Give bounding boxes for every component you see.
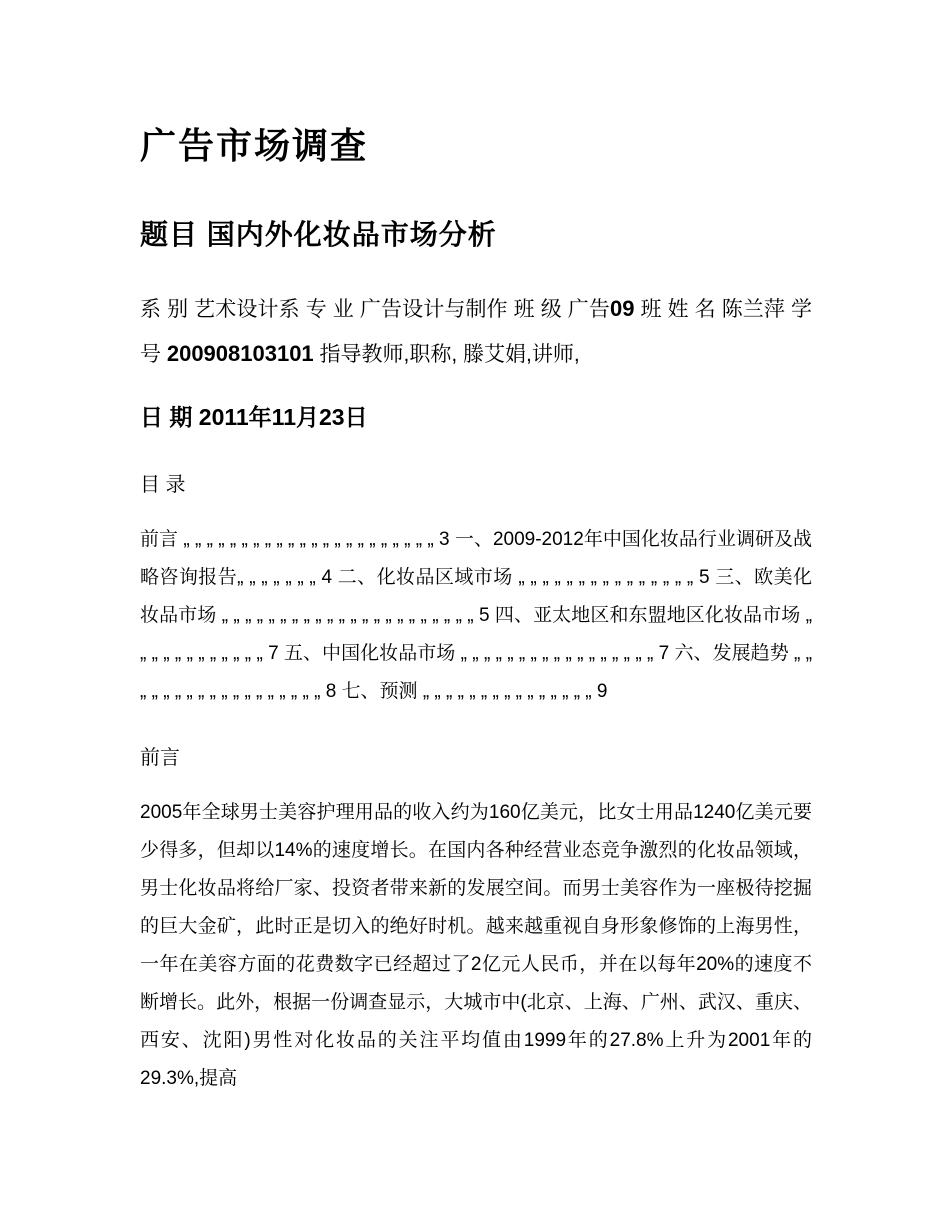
toc-leader: „ „ „ „ „ „ „ „ „ „ „ „ „ „ „ „ „ [460, 643, 654, 664]
toc-leader: „ „ „ „ „ „ „ „ „ „ „ „ „ „ „ „ „ „ „ „ „ „ [221, 605, 474, 626]
toc-page-number: 7 [653, 643, 675, 664]
toc-entry-label: 三、欧美化妆品市场 [140, 567, 813, 626]
toc-entry-label: 五、中国化妆品市场 [283, 643, 461, 664]
toc-leader: „ „ „ „ „ „ „ „ „ „ „ „ „ „ „ „ „ „ „ „ „ „ [183, 529, 434, 550]
subject-line: 题目 国内外化妆品市场分析 [140, 219, 497, 250]
toc-entry [284, 643, 675, 664]
toc-entry-label: 七、预测 [341, 681, 423, 702]
toc-body [140, 521, 812, 711]
toc-page-number: 5 [693, 567, 716, 588]
toc-entry [338, 567, 716, 588]
toc-entry-label: 前言 [140, 529, 184, 550]
info-text-2: 班 姓 名 陈兰萍 学 号 [140, 298, 813, 366]
student-number: 200908103101 [166, 341, 314, 366]
preface-heading: 前言 [140, 747, 180, 769]
document-title: 广告市场调查 [140, 125, 369, 166]
preface-paragraph: 2005年全球男士美容护理用品的收入约为160亿美元，比女士用品1240亿美元要少得多，但却以14%的速度增长。在国内各种经营业态竞争激烈的化妆品领域，男士化妆品将给厂家、投资者带来新的发展空间。而男士美容作为一座极待挖掘的巨大金矿，此时正是切入的绝好时机。越来越重视自身形象修饰的上海男性，一年在美容方面的花费数字已经超过了2亿元人民币，并在以每年20%的速度不断增长。此外，根据一份调查显示，大城市中(北京、上海、广州、武汉、重庆、西安、沈阳)男性对化妆品的关注平均值由1999年的27.8%上升为2001年的29.3%,提高 [140, 802, 812, 1089]
toc-heading: 目 录 [140, 474, 186, 496]
toc-page-number: 3 [433, 529, 455, 550]
toc-leader: „ „ „ „ „ „ „ „ „ „ „ „ [140, 605, 813, 664]
toc-page-number: 5 [473, 605, 495, 626]
toc-entry-label: 一、2009-2012年中国化妆品行业调研及战略咨询报告 [140, 529, 813, 588]
toc-entry-label: 六、发展趋势 [674, 643, 795, 664]
toc-page-number: 9 [591, 681, 608, 702]
toc-leader: „ „ „ „ „ „ „ „ „ „ „ „ „ „ „ [518, 567, 694, 588]
toc-leader: „ „ „ „ „ „ „ „ „ „ „ „ „ „ „ [422, 681, 592, 702]
toc-page-number: 8 [320, 681, 342, 702]
toc-entry-label: 四、亚太地区和东盟地区化妆品市场 [494, 605, 806, 626]
info-text-1: 系 别 艺术设计系 专 业 广告设计与制作 班 级 广告 [140, 298, 611, 321]
toc-entry-label: 二、化妆品区域市场 [337, 567, 519, 588]
date-line: 日 期 2011年11月23日 [140, 404, 368, 430]
toc-leader: „ „ „ „ „ „ „ [237, 567, 316, 588]
student-info-paragraph [140, 287, 812, 377]
toc-page-number: 7 [262, 643, 284, 664]
toc-entry [342, 681, 608, 702]
info-text-3: 指导教师,职称, 滕艾娟,讲师, [313, 343, 580, 366]
toc-leader: „ „ „ „ „ „ „ „ „ „ „ „ „ „ „ „ „ „ [140, 643, 813, 702]
toc-page-number: 4 [315, 567, 338, 588]
class-number: 09 [610, 296, 635, 321]
toc-entry [140, 529, 455, 550]
